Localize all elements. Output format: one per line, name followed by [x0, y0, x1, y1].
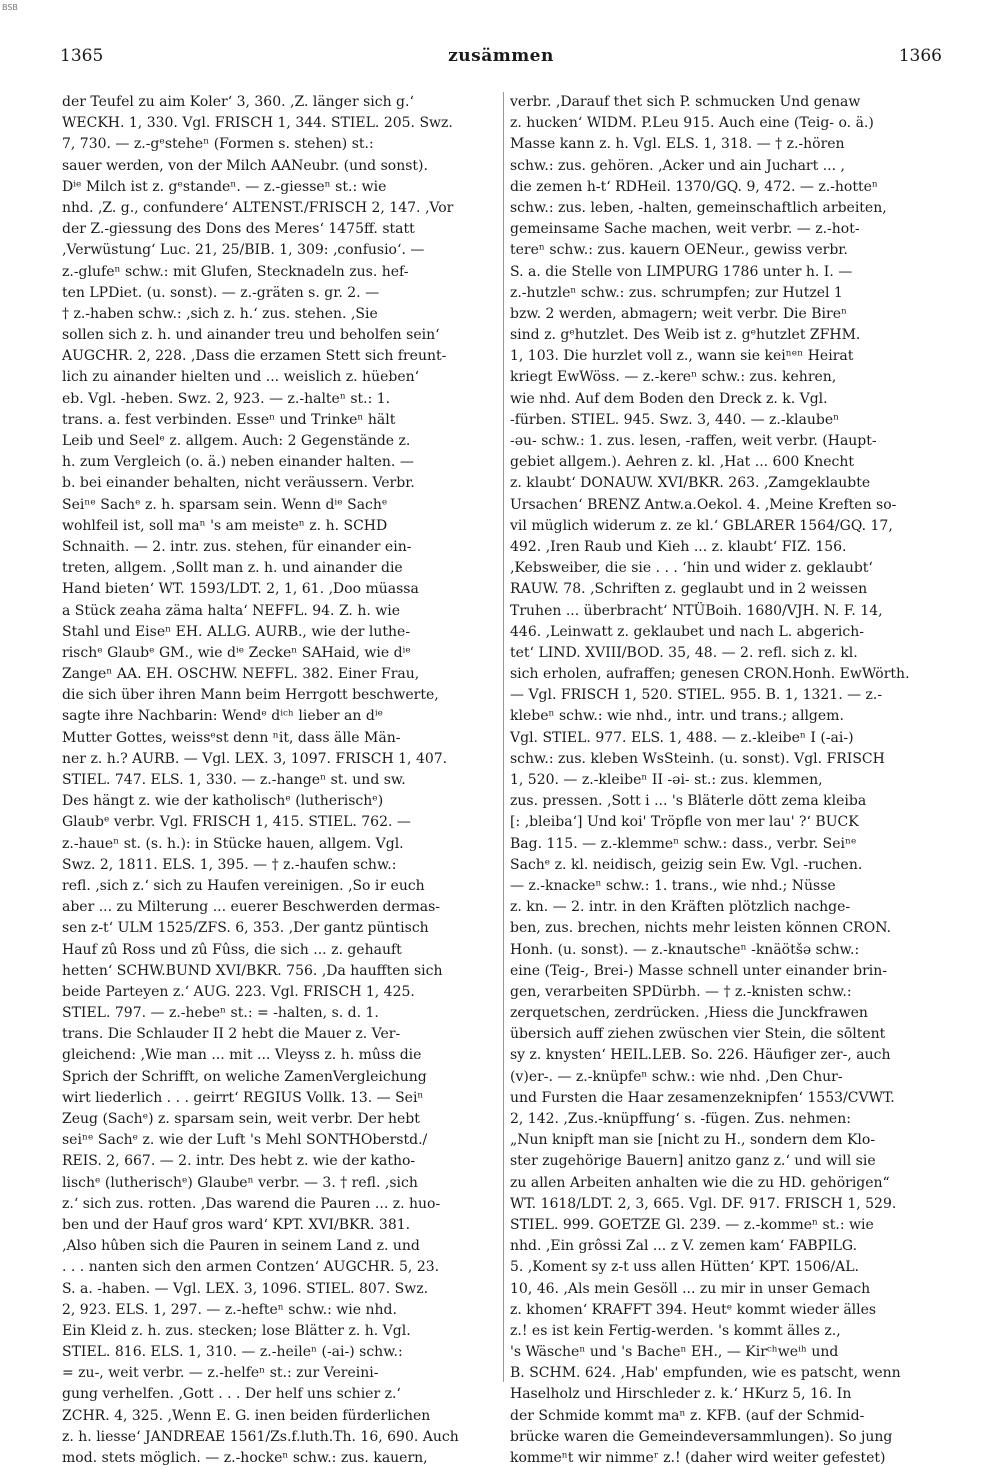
text-line: Sachᵉ z. kl. neidisch, geizig sein Ew. Vgl. -ruchen.	[510, 856, 863, 873]
text-line: 446. ‚Leinwatt z. geklaubet und nach L. abgerich-	[510, 623, 864, 640]
text-line: der Schmide kommt maⁿ z. KFB. (auf der Schmid-	[510, 1407, 865, 1424]
text-line: eb. Vgl. -heben. Swz. 2, 923. — z.-halteⁿ st.: 1.	[62, 390, 391, 407]
text-line: Masse kann z. h. Vgl. ELS. 1, 318. — † z.-hören	[510, 136, 845, 153]
text-line: die zemen h-t‘ RDHeil. 1370/GQ. 9, 472. — z.-hotteⁿ	[510, 178, 878, 195]
text-line: sen z-t‘ ULM 1525/ZFS. 6, 353. ‚Der gantz püntisch	[62, 920, 429, 937]
text-line: Hand bieten‘ WT. 1593/LDT. 2, 1, 61. ‚Doo müassa	[62, 581, 419, 598]
text-line: verbr. ‚Darauf thet sich P. schmucken Und genaw	[510, 94, 861, 110]
left-page-number: 1365	[60, 46, 104, 66]
text-line: Vgl. STIEL. 977. ELS. 1, 488. — z.-kleibeⁿ I (-ai-)	[510, 729, 854, 746]
text-line: kriegt EwWöss. — z.-kereⁿ schw.: zus. kehren,	[510, 369, 837, 386]
text-line: gen, verarbeiten SPDürbh. — † z.-knisten schw.:	[510, 983, 852, 1000]
text-line: gemeinsame Sache machen, weit verbr. — z.-hot-	[510, 221, 860, 238]
text-line: Ursachen‘ BRENZ Antw.a.Oekol. 4. ‚Meine Kreften so-	[510, 496, 897, 513]
text-line: Leib und Seelᵉ z. allgem. Auch: 2 Gegenstände z.	[62, 433, 411, 449]
text-line: z. kn. — 2. intr. in den Kräften plötzlich nachge-	[510, 899, 851, 916]
text-line: ner z. h.? AURB. — Vgl. LEX. 3, 1097. FRISCH 1, 407.	[62, 750, 448, 767]
text-line: Zeug (Sachᵉ) z. sparsam sein, weit verbr. Der hebt	[62, 1111, 420, 1127]
text-line: ben, zus. brechen, nichts mehr leisten können CRON.	[510, 920, 892, 937]
text-line: z. hucken‘ WIDM. P.Leu 915. Auch eine (Teig- o. ä.)	[510, 115, 874, 132]
text-line: AUGCHR. 2, 228. ‚Dass die erzamen Stett sich freunt-	[62, 348, 447, 365]
text-line: 1, 103. Die hurzlet voll z., wann sie keiⁿᵉⁿ Heirat	[510, 348, 854, 365]
text-line: nhd. ‚Z. g., confundere‘ ALTENST./FRISCH 2, 147. ‚Vor	[62, 199, 454, 216]
text-line: [: ‚bleiba‘] Und koi' Tröpfle von mer lau' ?‘ BUCK	[510, 814, 859, 831]
text-line: Mutter Gottes, weissᵉst denn ⁿit, dass älle Män-	[62, 729, 401, 746]
text-line: gung verhelfen. ‚Gott . . . Der helf uns schier z.‘	[62, 1386, 401, 1403]
text-line: ‚Verwüstung‘ Luc. 21, 25/BIB. 1, 309: ‚confusio‘. —	[62, 242, 425, 259]
text-line: brücke waren die Gemeindeversammlungen). So jung	[510, 1428, 893, 1445]
text-line: aber ... zu Milterung ... euerer Beschwerden dermas-	[62, 899, 440, 916]
text-line: schw.: zus. gehören. ‚Acker und ain Juchart ... ,	[510, 157, 845, 174]
text-line: schw.: zus. leben, -halten, gemeinschaftlich arbeiten,	[510, 199, 887, 216]
right-column	[510, 92, 938, 1466]
text-line: klebeⁿ schw.: wie nhd., intr. und trans.; allgem.	[510, 708, 844, 725]
text-line: 10, 46. ‚Als mein Gesöll ... zu mir in unser Gemach	[510, 1280, 871, 1297]
text-line: — z.-knackeⁿ schw.: 1. trans., wie nhd.; Nüsse	[510, 877, 836, 894]
text-line: „Nun knipft man sie [nicht zu H., sondern dem Klo-	[510, 1132, 876, 1149]
text-line: zu allen Arbeiten anhalten wie die zu HD. gehörigen“	[510, 1174, 890, 1191]
text-line: z. khomen‘ KRAFFT 394. Heutᵉ kommt wieder älles	[510, 1301, 877, 1318]
text-line: trans. a. fest verbinden. Esseⁿ und Trinkeⁿ hält	[62, 411, 396, 428]
text-line: 2, 923. ELS. 1, 297. — z.-hefteⁿ schw.: wie nhd.	[62, 1301, 397, 1318]
text-line: treten, allgem. ‚Sollt man z. h. und ainander die	[62, 560, 403, 577]
text-line: B. SCHM. 624. ‚Hab' empfunden, wie es patscht, wenn	[510, 1365, 901, 1382]
text-line: übersich auff ziehen zwüschen vier Stein, die sōltent	[510, 1026, 886, 1043]
text-line: z.-haueⁿ st. (s. h.): in Stücke hauen, allgem. Vgl.	[62, 835, 404, 852]
text-line: ZCHR. 4, 325. ‚Wenn E. G. inen beiden fürderlichen	[62, 1407, 431, 1424]
text-line: und Fursten die Haar zesamenzeknipfen‘ 1553/CVWT.	[510, 1089, 895, 1106]
text-line: schw.: zus. kleben WsSteinh. (u. sonst). Vgl. FRISCH	[510, 750, 885, 767]
column-divider	[503, 92, 504, 1382]
text-line: 2, 142. ‚Zus.-knüpffung‘ s. -fügen. Zus. nehmen:	[510, 1111, 851, 1127]
text-line: h. zum Vergleich (o. ä.) neben einander halten. —	[62, 454, 414, 471]
text-line: Dⁱᵉ Milch ist z. gᵉstandeⁿ. — z.-giesseⁿ st.: wie	[62, 178, 387, 195]
text-line: † z.-haben schw.: ‚sich z. h.‘ zus. stehen. ‚Sie	[62, 305, 378, 322]
text-line: ben und der Hauf gros ward‘ KPT. XVI/BKR. 381.	[62, 1216, 411, 1233]
text-line: kommeⁿt wir nimmeʳ z.! (daher wird weiter gefestet)	[510, 1450, 886, 1466]
text-line: Stahl und Eiseⁿ EH. ALLG. AURB., wie der luthe-	[62, 623, 411, 640]
text-line: Schnaith. — 2. intr. zus. stehen, für einander ein-	[62, 538, 412, 555]
text-line: lich zu ainander hielten und ... weislich z. hüeben‘	[62, 369, 420, 386]
text-line: z.! es ist kein Fertig-werden. 's kommt älles z.,	[510, 1322, 841, 1339]
text-line: — Vgl. FRISCH 1, 520. STIEL. 955. B. 1, 1321. — z.-	[510, 687, 883, 704]
text-line: z.-glufeⁿ schw.: mit Glufen, Stecknadeln zus. hef-	[62, 263, 409, 280]
page-header	[60, 46, 942, 70]
text-line: Seiⁿᵉ Sachᵉ z. h. sparsam sein. Wenn dⁱᵉ Sachᵉ	[62, 496, 388, 513]
running-title: zusämmen	[448, 46, 554, 66]
text-line: b. bei einander behalten, nicht veräussern. Verbr.	[62, 475, 415, 492]
text-line: RAUW. 78. ‚Schriften z. geglaubt und in 2 weissen	[510, 581, 868, 598]
text-line: tet‘ LIND. XVIII/BOD. 35, 48. — 2. refl. sich z. kl.	[510, 644, 858, 661]
text-line: wirt liederlich . . . geirrt‘ REGIUS Vollk. 13. — Seiⁿ	[62, 1089, 424, 1106]
text-line: S. a. die Stelle von LIMPURG 1786 unter h. I. —	[510, 263, 853, 280]
text-line: ten LPDiet. (u. sonst). — z.-gräten s. gr. 2. —	[62, 284, 380, 301]
text-line: WT. 1618/LDT. 2, 3, 665. Vgl. DF. 917. FRISCH 1, 529.	[510, 1195, 897, 1212]
text-line: nhd. ‚Ein grôssi Zal ... z V. zemen kam‘ FABPILG.	[510, 1238, 858, 1255]
text-line: bzw. 2 werden, abmagern; weit verbr. Die Bireⁿ	[510, 305, 848, 322]
text-line: z. h. liesse‘ JANDREAE 1561/Zs.f.luth.Th. 16, 690. Auch	[62, 1428, 459, 1445]
text-line: Sprich der Schrifft, on weliche ZamenVergleichung	[62, 1068, 427, 1085]
text-line: z.-hutzleⁿ schw.: zus. schrumpfen; zur Hutzel 1	[510, 284, 843, 301]
text-line: 5. ‚Koment sy z-t uss allen Hütten‘ KPT. 1506/AL.	[510, 1259, 859, 1276]
text-line: REIS. 2, 667. — 2. intr. Des hebt z. wie der katho-	[62, 1153, 416, 1170]
text-line: sagte ihre Nachbarin: Wendᵉ dⁱᶜʰ lieber an dⁱᵉ	[62, 708, 384, 725]
text-line: STIEL. 747. ELS. 1, 330. — z.-hangeⁿ st. und sw.	[62, 772, 406, 788]
text-line: Haselholz und Hirschleder z. k.‘ HKurz 5, 16. In	[510, 1386, 852, 1403]
text-line: STIEL. 797. — z.-hebeⁿ st.: = -halten, s. d. 1.	[62, 1005, 379, 1022]
text-line: sind z. gᵉhutzlet. Des Weib ist z. gᵉhutzlet ZFHM.	[510, 327, 861, 344]
text-line: 's Wäscheⁿ und 's Bacheⁿ EH., — Kirᶜʰweⁱʰ und	[510, 1344, 839, 1361]
text-line: Des hängt z. wie der katholischᵉ (lutherischᵉ)	[62, 793, 384, 810]
left-column	[62, 92, 498, 1466]
text-line: die sich über ihren Mann beim Herrgott beschwerte,	[62, 687, 439, 704]
text-line: Glaubᵉ verbr. Vgl. FRISCH 1, 415. STIEL. 762. —	[62, 814, 411, 831]
text-line: ster zugehörige Bauern] anitzo ganz z.‘ und will sie	[510, 1153, 876, 1170]
text-line: STIEL. 816. ELS. 1, 310. — z.-heileⁿ (-ai-) schw.:	[62, 1344, 403, 1361]
text-line: sauer werden, von der Milch AANeubr. (und sonst).	[62, 157, 428, 174]
text-line: der Teufel zu aim Koler‘ 3, 360. ‚Z. länger sich g.‘	[62, 94, 414, 110]
text-line: lischᵉ (lutherischᵉ) Glaubeⁿ verbr. — 3. † refl. ‚sich	[62, 1174, 418, 1191]
text-line: rischᵉ Glaubᵉ GM., wie dⁱᵉ Zeckeⁿ SAHaid, wie dⁱᵉ	[62, 644, 411, 661]
text-line: wie nhd. Auf dem Boden den Dreck z. k. Vgl.	[510, 390, 828, 407]
text-line: (v)er-. — z.-knüpfeⁿ schw.: wie nhd. ‚Den Chur-	[510, 1068, 843, 1085]
text-line: wohlfeil ist, soll maⁿ 's am meisteⁿ z. h. SCHD	[62, 517, 388, 534]
text-line: 7, 730. — z.-gᵉsteheⁿ (Formen s. stehen) st.:	[62, 136, 374, 153]
text-line: Ein Kleid z. h. zus. stecken; lose Blätter z. h. Vgl.	[62, 1322, 411, 1339]
text-line: 1, 520. — z.-kleibeⁿ II -əi- st.: zus. klemmen,	[510, 772, 823, 788]
text-line: tereⁿ schw.: zus. kauern OENeur., gewiss verbr.	[510, 242, 848, 259]
text-line: eine (Teig-, Brei-) Masse schnell unter einander brin-	[510, 962, 888, 979]
text-line: gebiet allgem.). Aehren z. kl. ‚Hat ... 600 Knecht	[510, 454, 854, 471]
text-line: . . . nanten sich den armen Contzen‘ AUGCHR. 5, 23.	[62, 1259, 440, 1276]
text-line: der Z.-giessung des Dons des Meres‘ 1475ff. statt	[62, 221, 415, 238]
text-line: 492. ‚Iren Raub und Kieh ... z. klaubt‘ FIZ. 156.	[510, 538, 847, 555]
text-line: Hauf zû Ross und zû Fûss, die sich ... z. gehauft	[62, 941, 402, 958]
text-line: sy z. knysten‘ HEIL.LEB. So. 226. Häufiger zer-, auch	[510, 1047, 891, 1064]
text-line: Zangeⁿ AA. EH. OSCHW. NEFFL. 382. Einer Frau,	[62, 666, 420, 683]
text-line: mod. stets möglich. — z.-hockeⁿ schw.: zus. kauern,	[62, 1450, 428, 1466]
text-line: z. klaubt‘ DONAUW. XVI/BKR. 263. ‚Zamgeklaubte	[510, 475, 871, 492]
text-line: hetten‘ SCHW.BUND XVI/BKR. 756. ‚Da haufften sich	[62, 962, 443, 979]
text-line: zus. pressen. ‚Sott i ... 's Bläterle dött zema kleiba	[510, 793, 867, 810]
text-line: = zu-, weit verbr. — z.-helfeⁿ st.: zur Vereini-	[62, 1365, 379, 1382]
text-line: Swz. 2, 1811. ELS. 1, 395. — † z.-haufen schw.:	[62, 856, 397, 873]
text-line: STIEL. 999. GOETZE Gl. 239. — z.-kommeⁿ st.: wie	[510, 1216, 874, 1233]
text-line: -əu- schw.: 1. zus. lesen, -raffen, weit verbr. (Haupt-	[510, 433, 877, 449]
text-line: a Stück zeaha zäma halta‘ NEFFL. 94. Z. h. wie	[62, 602, 400, 619]
right-page-number: 1366	[898, 46, 942, 66]
text-line: zerquetschen, zerdrücken. ‚Hiess die Junckfrawen	[510, 1005, 868, 1022]
text-line: seiⁿᵉ Sachᵉ z. wie der Luft 's Mehl SONTHOberstd./	[62, 1132, 428, 1149]
text-line: sollen sich z. h. und ainander treu und beholfen sein‘	[62, 327, 440, 344]
text-line: vil müglich widerum z. ze kl.‘ GBLARER 1564/GQ. 17,	[510, 517, 893, 534]
text-line: trans. Die Schlauder II 2 hebt die Mauer z. Ver-	[62, 1026, 401, 1043]
text-line: ‚Kebsweiber, die sie . . . ‘hin und wider z. geklaubt‘	[510, 560, 873, 577]
text-line: gleichend: ‚Wie man ... mit ... Vleyss z. h. mûss die	[62, 1047, 422, 1064]
text-line: z.‘ sich zus. rotten. ‚Das warend die Pauren ... z. huo-	[62, 1195, 441, 1212]
text-line: WECKH. 1, 330. Vgl. FRISCH 1, 344. STIEL. 205. Swz.	[62, 115, 453, 132]
text-line: ‚Also hûben sich die Pauren in seinem Land z. und	[62, 1238, 420, 1255]
text-line: beide Parteyen z.‘ AUG. 223. Vgl. FRISCH 1, 425.	[62, 983, 415, 1000]
text-line: Honh. (u. sonst). — z.-knautscheⁿ -knäötšə schw.:	[510, 941, 860, 958]
text-line: -fürben. STIEL. 945. Swz. 3, 440. — z.-klaubeⁿ	[510, 411, 840, 428]
library-stamp: BSB	[2, 3, 18, 12]
text-line: sich erholen, aufraffen; genesen CRON.Honh. EwWörth.	[510, 666, 910, 683]
text-line: Bag. 115. — z.-klemmeⁿ schw.: dass., verbr. Seiⁿᵉ	[510, 835, 857, 852]
text-line: Truhen ... überbracht‘ NTÜBoih. 1680/VJH. N. F. 14,	[510, 602, 883, 619]
text-line: S. a. -haben. — Vgl. LEX. 3, 1096. STIEL. 807. Swz.	[62, 1280, 429, 1297]
text-line: refl. ‚sich z.‘ sich zu Haufen vereinigen. ‚So ir euch	[62, 877, 425, 894]
